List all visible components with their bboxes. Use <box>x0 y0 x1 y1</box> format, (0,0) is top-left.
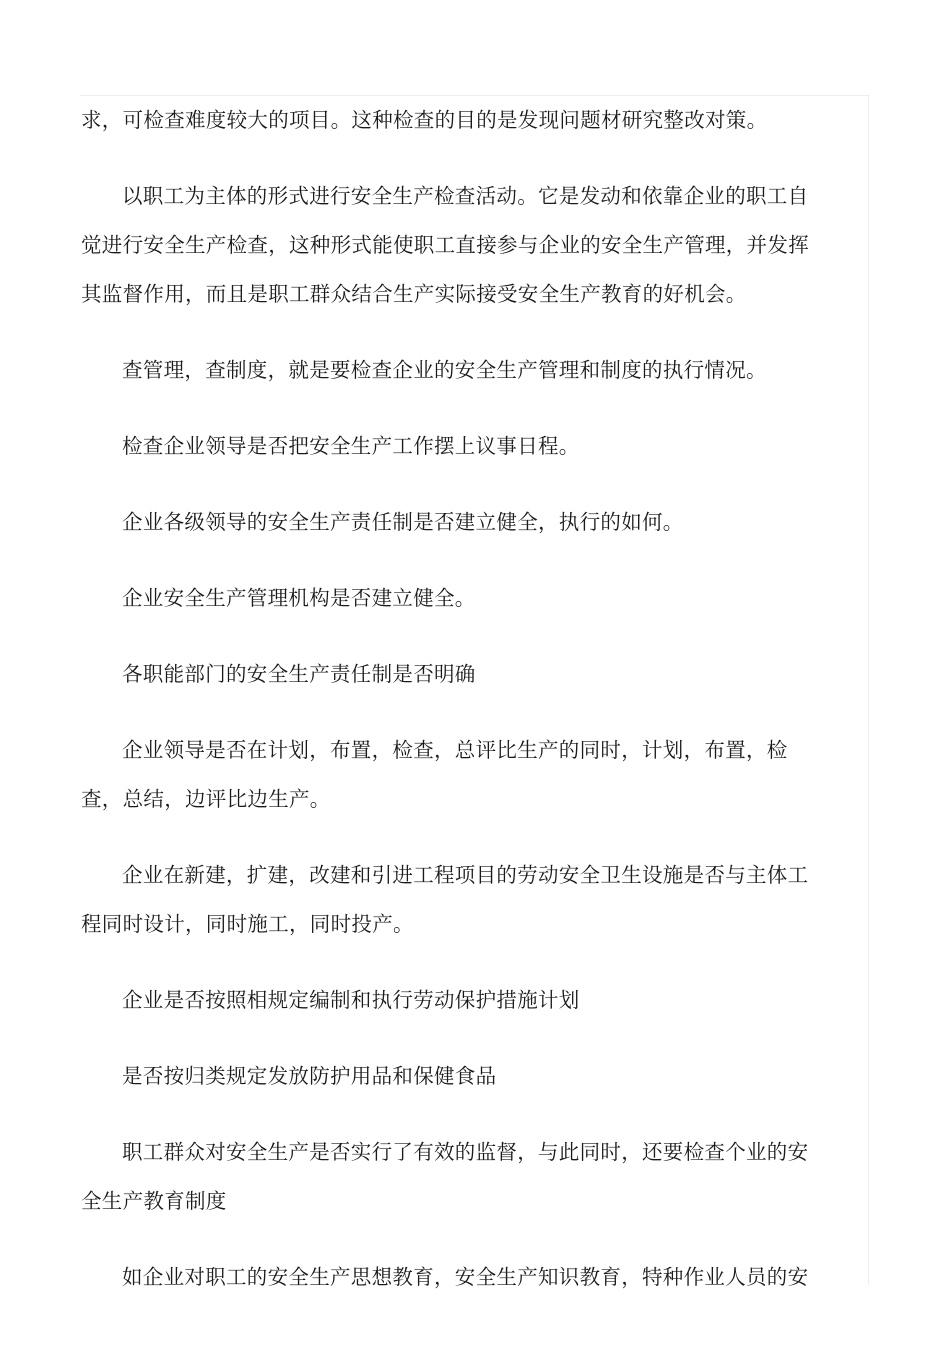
document-body <box>81 96 821 1302</box>
paragraph-7: 各职能部门的安全生产责任制是否明确 <box>122 662 476 686</box>
paragraph-4: 检查企业领导是否把安全生产工作摆上议事日程。 <box>122 434 580 458</box>
paragraph-5: 企业各级领导的安全生产责任制是否建立健全，执行的如何。 <box>122 510 684 534</box>
paragraph-9: 企业在新建，扩建，改建和引进工程项目的劳动安全卫生设施是否与主体工程同时设计，同时施工，同时投产。 <box>81 863 809 936</box>
paragraph-12: 职工群众对安全生产是否实行了有效的监督，与此同时，还要检查个业的安全生产教育制度 <box>81 1140 809 1213</box>
paragraph-2: 以职工为主体的形式进行安全生产检查活动。它是发动和依靠企业的职工自觉进行安全生产检查，这种形式能使职工直接参与企业的安全生产管理，并发挥其监督作用，而且是职工群众结合生产实际接受安全生产教育的好机会。 <box>81 184 809 306</box>
paragraph-11: 是否按归类规定发放防护用品和保健食品 <box>122 1064 497 1088</box>
paragraph-1: 求，可检查难度较大的项目。这种检查的目的是发现问题材研究整改对策。 <box>81 108 768 132</box>
paragraph-3: 查管理，查制度，就是要检查企业的安全生产管理和制度的执行情况。 <box>122 358 767 382</box>
paragraph-8: 企业领导是否在计划，布置，检查，总评比生产的同时，计划，布置，检查，总结，边评比边生产。 <box>81 738 788 811</box>
page-right-border <box>868 95 869 1285</box>
paragraph-6: 企业安全生产管理机构是否建立健全。 <box>122 586 476 610</box>
paragraph-13: 如企业对职工的安全生产思想教育，安全生产知识教育，特种作业人员的安 <box>122 1265 809 1289</box>
paragraph-10: 企业是否按照相规定编制和执行劳动保护措施计划 <box>122 988 580 1012</box>
